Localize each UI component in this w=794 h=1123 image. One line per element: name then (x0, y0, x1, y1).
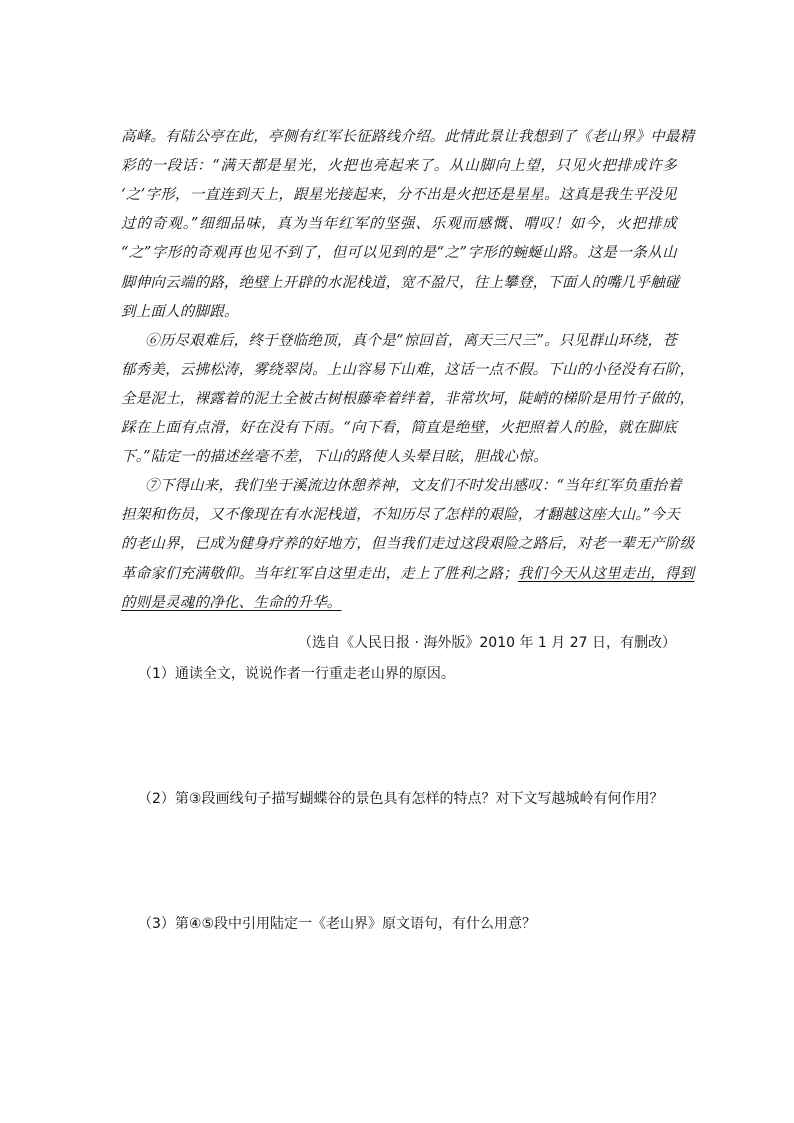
passage-p6-line-5: 下。”陆定一的描述丝毫不差，下山的路使人头晕目眩，胆战心惊。 (121, 449, 548, 465)
passage-p5-line-7: 到上面人的脚跟。 (121, 304, 239, 320)
underlined-sentence-part-1: 我们今天从这里走出，得到 (517, 566, 695, 582)
passage-p6-line-4: 踩在上面有点滑，好在没有下雨。“向下看，简直是绝壁，火把照着人的脸，就在脚底 (121, 420, 677, 436)
passage-p5-line-2: 彩的一段话：“满天都是星光，火把也亮起来了。从山脚向上望，只见火把排成许多 (121, 158, 677, 174)
passage-p5-line-4: 过的奇观。”细细品味，真为当年红军的坚强、乐观而感慨、喟叹！如今，火把排成 (121, 216, 677, 232)
passage-p7-line-3: 的老山界，已成为健身疗养的好地方，但当我们走过这段艰险之路后，对老一辈无产阶级 (121, 536, 695, 552)
passage-p7-line-4 (121, 564, 695, 584)
passage-p5-line-1: 高峰。有陆公亭在此，亭侧有红军长征路线介绍。此情此景让我想到了《老山界》中最精 (121, 129, 695, 145)
passage-p5-line-6: 脚伸向云端的路，绝壁上开辟的水泥栈道，宽不盈尺，往上攀登，下面人的嘴几乎触碰 (121, 275, 680, 291)
passage-p7-line-1: ⑦下得山来，我们坐于溪流边休憩养神，文友们不时发出感叹：“当年红军负重抬着 (145, 478, 682, 494)
passage-p6-line-1: ⑥历尽艰难后，终于登临绝顶，真个是“惊回首，离天三尺三”。只见群山环绕，苍 (145, 333, 677, 349)
question-1: （1）通读全文，说说作者一行重走老山界的原因。 (138, 666, 455, 682)
passage-p6-line-3: 全是泥土，裸露着的泥土全被古树根藤牵着绊着，非常坎坷，陡峭的梯阶是用竹子做的， (121, 391, 695, 407)
source-attribution: （选自《人民日报 · 海外版》2010 年 1 月 27 日，有删改） (298, 635, 676, 651)
passage-p5-line-5: “之”字形的奇观再也见不到了，但可以见到的是“之”字形的蜿蜒山路。这是一条从山 (121, 245, 677, 261)
passage-p7-line-4-text: 革命家们充满敬仰。当年红军自这里走出，走上了胜利之路； (121, 566, 518, 582)
underlined-sentence-part-2: 的则是灵魂的净化、生命的升华。 (121, 595, 342, 611)
passage-p6-line-2: 郁秀美，云拂松涛，雾绕翠岗。上山容易下山难，这话一点不假。下山的小径没有石阶， (121, 362, 695, 378)
question-3: （3）第④⑤段中引用陆定一《老山界》原文语句，有什么用意？ (138, 916, 537, 932)
question-2: （2）第③段画线句子描写蝴蝶谷的景色具有怎样的特点？对下文写越城岭有何作用？ (138, 791, 664, 807)
passage-p7-line-2: 担架和伤员，又不像现在有水泥栈道，不知历尽了怎样的艰险，才翻越这座大山。”今天 (121, 507, 680, 523)
passage-p7-line-5 (121, 593, 677, 613)
passage-p5-line-3: ‘之’字形，一直连到天上，跟星光接起来，分不出是火把还是星星。这真是我生平没见 (121, 187, 677, 203)
